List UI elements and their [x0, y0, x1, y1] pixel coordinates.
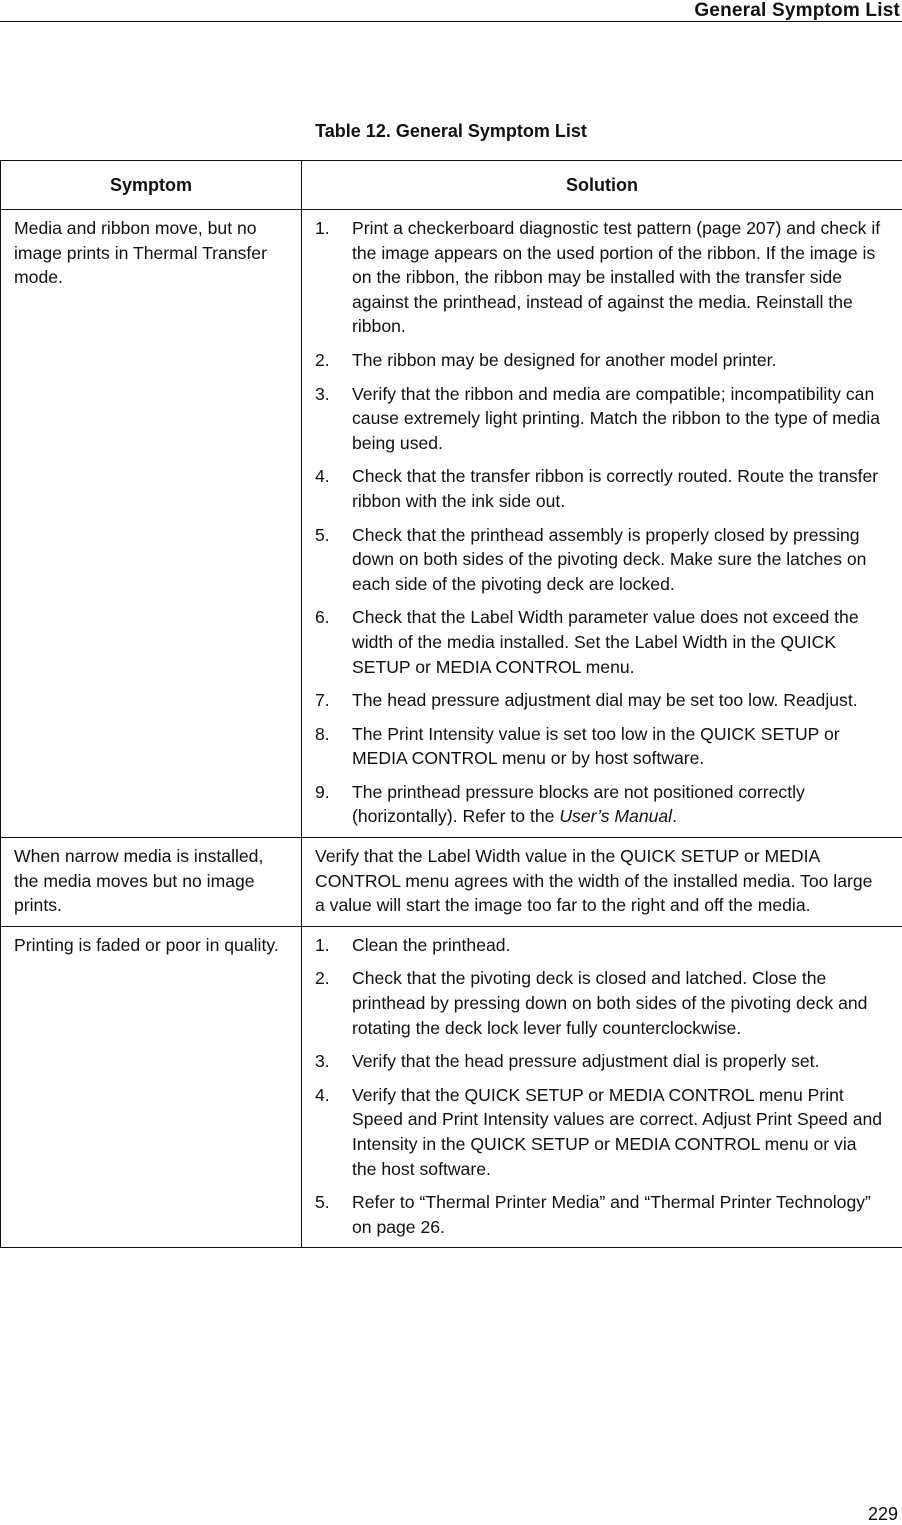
step-text: Verify that the ribbon and media are compatible; incompatibility can cause extremely light printing. Match the ribbon to the type of media being used.: [352, 384, 880, 453]
step-text: Check that the printhead assembly is properly closed by pressing down on both sides of the pivoting deck. Make sure the latches on each side of the pivoting deck are locked.: [352, 525, 866, 594]
step-number: 6.: [315, 605, 330, 630]
step-number: 8.: [315, 722, 330, 747]
running-header-title: General Symptom List: [694, 0, 900, 22]
symptom-cell: Media and ribbon move, but no image prints in Thermal Transfer mode.: [1, 210, 302, 838]
step-text: Check that the pivoting deck is closed and latched. Close the printhead by pressing down on both sides of the pivoting deck and rotating the deck lock lever fully counterclockwise.: [352, 968, 867, 1037]
column-header-symptom: Symptom: [1, 161, 302, 210]
symptom-cell: Printing is faded or poor in quality.: [1, 926, 302, 1248]
solution-step: [315, 464, 884, 513]
solution-steps: [315, 933, 884, 1240]
step-number: 2.: [315, 348, 330, 373]
solution-step: [315, 348, 884, 373]
step-number: 1.: [315, 933, 330, 958]
column-header-solution: Solution: [302, 161, 902, 210]
solution-cell: [302, 210, 902, 838]
step-text: The head pressure adjustment dial may be set too low. Readjust.: [352, 690, 858, 710]
step-text: Check that the Label Width parameter value does not exceed the width of the media installed. Set the Label Width in the QUICK SETUP or MEDIA CONTROL menu.: [352, 607, 859, 676]
page-number: 229: [868, 1504, 898, 1525]
solution-step: [315, 523, 884, 597]
step-number: 3.: [315, 1049, 330, 1074]
step-text: The ribbon may be designed for another model printer.: [352, 350, 776, 370]
step-text: Verify that the head pressure adjustment dial is properly set.: [352, 1051, 819, 1071]
step-text-suffix: .: [672, 806, 677, 826]
step-text: Verify that the QUICK SETUP or MEDIA CONTROL menu Print Speed and Print Intensity values are correct. Adjust Print Speed and Intensity in the QUICK SETUP or MEDIA CONTROL menu or via the host software.: [352, 1085, 882, 1179]
step-number: 4.: [315, 464, 330, 489]
solution-step: [315, 605, 884, 679]
table-row: [1, 926, 902, 1248]
symptom-table: [0, 160, 902, 1248]
solution-step: [315, 216, 884, 339]
step-number: 4.: [315, 1083, 330, 1108]
solution-step: [315, 966, 884, 1040]
step-text: Clean the printhead.: [352, 935, 510, 955]
header-rule: [0, 21, 902, 22]
step-text: The Print Intensity value is set too low in the QUICK SETUP or MEDIA CONTROL menu or by host software.: [352, 724, 840, 769]
table-row: [1, 838, 902, 927]
solution-text: Verify that the Label Width value in the QUICK SETUP or MEDIA CONTROL menu agrees with the width of the installed media. Too large a value will start the image too far to the right and off the media.: [315, 844, 884, 918]
solution-step: [315, 1190, 884, 1239]
step-number: 3.: [315, 382, 330, 407]
table-header-row: [1, 161, 902, 210]
solution-step: [315, 933, 884, 958]
solution-cell: [302, 838, 902, 927]
solution-step: [315, 1083, 884, 1181]
table-title: Table 12. General Symptom List: [0, 121, 902, 142]
step-number: 5.: [315, 523, 330, 548]
solution-step: [315, 688, 884, 713]
step-number: 7.: [315, 688, 330, 713]
step-number: 9.: [315, 780, 330, 805]
step-number: 2.: [315, 966, 330, 991]
step-text: Refer to “Thermal Printer Media” and “Thermal Printer Technology” on page 26.: [352, 1192, 871, 1237]
symptom-cell: When narrow media is installed, the media moves but no image prints.: [1, 838, 302, 927]
solution-step: [315, 382, 884, 456]
solution-cell: [302, 926, 902, 1248]
step-text: Check that the transfer ribbon is correctly routed. Route the transfer ribbon with the ink side out.: [352, 466, 878, 511]
table-row: [1, 210, 902, 838]
solution-step: [315, 1049, 884, 1074]
step-number: 5.: [315, 1190, 330, 1215]
step-number: 1.: [315, 216, 330, 241]
solution-step: [315, 780, 884, 829]
solution-steps: [315, 216, 884, 829]
manual-title: User’s Manual: [559, 806, 672, 826]
solution-step: [315, 722, 884, 771]
step-text: The printhead pressure blocks are not positioned correctly (horizontally). Refer to the: [352, 782, 805, 827]
step-text: Print a checkerboard diagnostic test pattern (page 207) and check if the image appears on the used portion of the ribbon. If the image is on the ribbon, the ribbon may be installed with the transfer side against the printhead, instead of against the media. Reinstall the ribbon.: [352, 218, 880, 336]
